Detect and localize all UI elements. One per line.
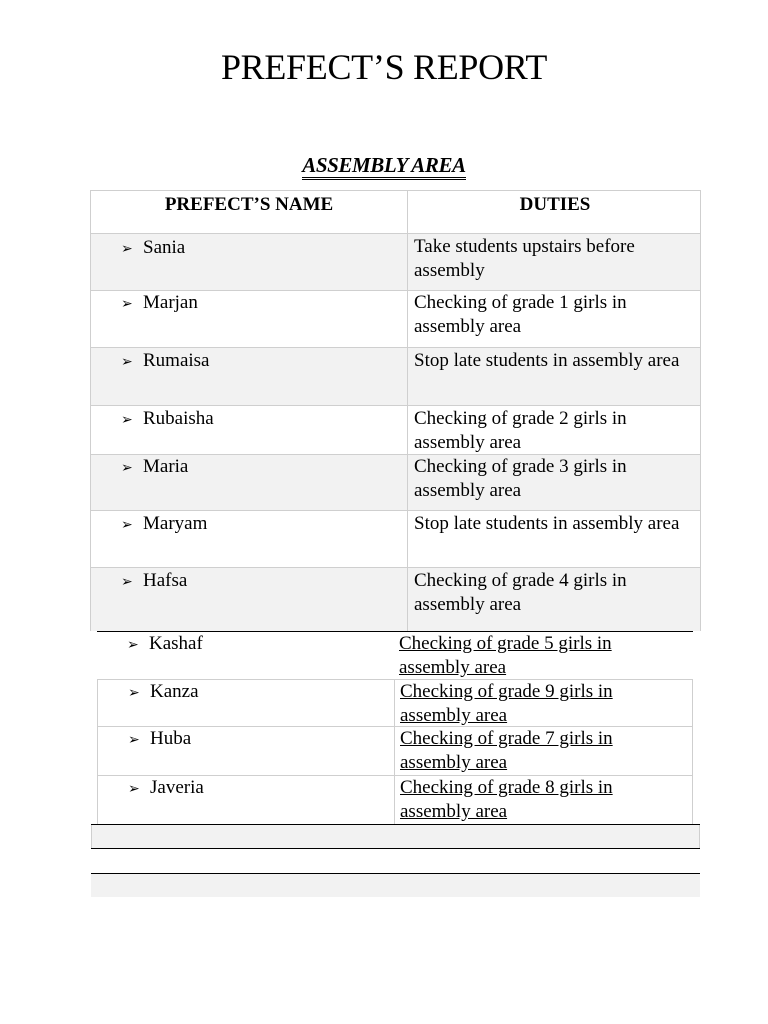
duty-text: Checking of grade 1 girls in assembly area	[414, 292, 627, 337]
prefect-name: Hafsa	[143, 570, 188, 591]
header-name-cell	[91, 191, 408, 233]
header-duties-cell	[408, 191, 702, 233]
page-title: PREFECT’S REPORT	[220, 47, 548, 87]
duty-text: Checking of grade 5 girls in assembly area	[399, 633, 612, 678]
duty-text: Checking of grade 3 girls in assembly area	[414, 456, 627, 501]
prefect-name: Kanza	[150, 681, 199, 702]
bullet-arrow-icon: ➢	[128, 685, 140, 701]
section-heading: ASSEMBLY AREA	[0, 152, 768, 178]
empty-row	[91, 849, 700, 873]
prefect-name: Rumaisa	[143, 350, 210, 371]
empty-row	[91, 874, 700, 897]
table-row	[97, 632, 693, 679]
table-row	[90, 234, 701, 291]
bullet-arrow-icon: ➢	[121, 574, 133, 590]
table-row	[90, 511, 701, 568]
prefect-name: Huba	[150, 728, 192, 749]
bullet-arrow-icon: ➢	[121, 354, 133, 370]
bullet-arrow-icon: ➢	[128, 781, 140, 797]
bullet-arrow-icon: ➢	[128, 732, 140, 748]
duty-text: Checking of grade 2 girls in assembly area	[414, 408, 627, 453]
bullet-arrow-icon: ➢	[127, 637, 139, 653]
duty-text: Checking of grade 9 girls in assembly area	[400, 681, 613, 726]
bullet-arrow-icon: ➢	[121, 412, 133, 428]
prefect-name: Marjan	[143, 292, 198, 313]
duty-text: Checking of grade 7 girls in assembly area	[400, 728, 613, 773]
table-row	[97, 776, 693, 824]
duty-text: Checking of grade 4 girls in assembly area	[414, 570, 627, 615]
bullet-arrow-icon: ➢	[121, 517, 133, 533]
header-name: PREFECT’S NAME	[164, 194, 334, 215]
duty-text: Stop late students in assembly area	[414, 513, 680, 534]
table-row	[90, 348, 701, 406]
table-header	[90, 190, 701, 234]
table-row	[90, 291, 701, 348]
prefect-name: Maryam	[143, 513, 208, 534]
bullet-arrow-icon: ➢	[121, 296, 133, 312]
duty-text: Take students upstairs before assembly	[414, 236, 635, 281]
table-row	[90, 455, 701, 511]
bullet-arrow-icon: ➢	[121, 241, 133, 257]
prefect-name: Javeria	[150, 777, 204, 798]
duty-text: Stop late students in assembly area	[414, 350, 680, 371]
prefect-name: Rubaisha	[143, 408, 214, 429]
prefect-name: Kashaf	[149, 633, 203, 654]
duty-text: Checking of grade 8 girls in assembly area	[400, 777, 613, 822]
table-row	[97, 679, 693, 727]
table-row	[90, 406, 701, 455]
table-row	[97, 727, 693, 776]
header-duties: DUTIES	[519, 194, 591, 215]
empty-row	[91, 825, 700, 848]
prefect-name: Maria	[143, 456, 189, 477]
bullet-arrow-icon: ➢	[121, 460, 133, 476]
table-row	[90, 568, 701, 631]
prefect-name: Sania	[143, 237, 186, 258]
